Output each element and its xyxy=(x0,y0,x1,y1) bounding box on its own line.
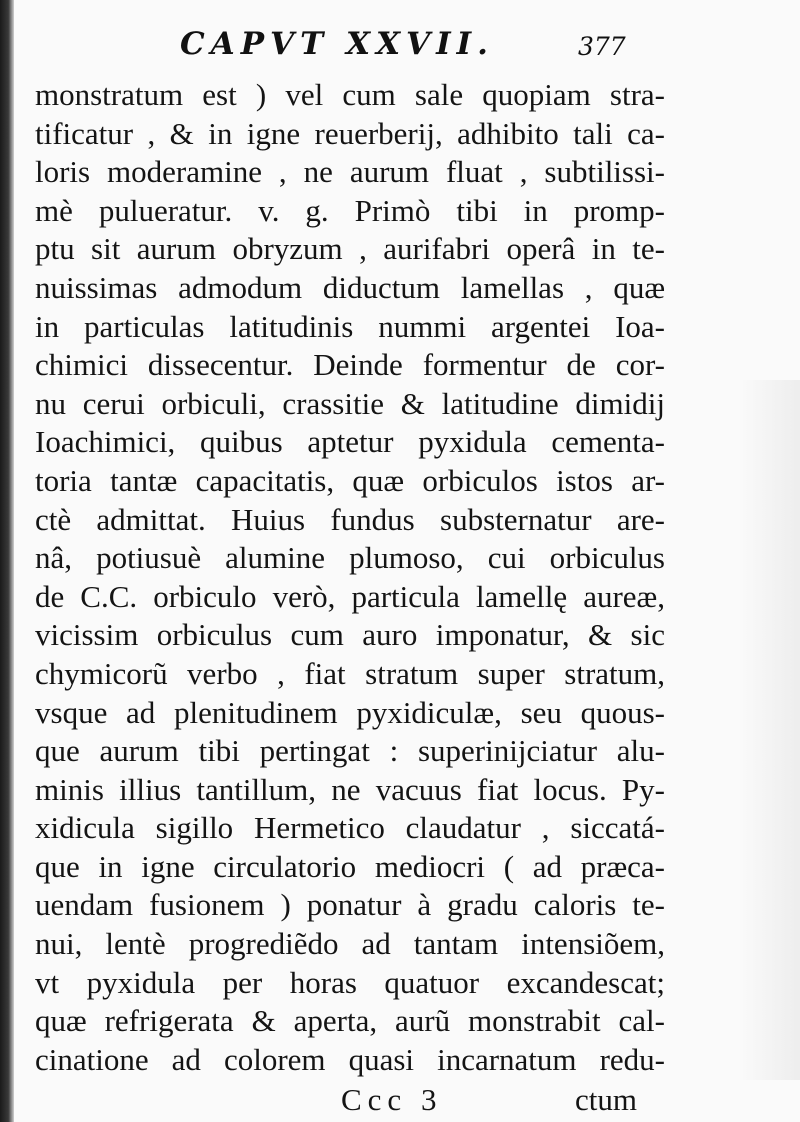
signature-mark: Ccc 3 xyxy=(341,1082,443,1117)
text-line: uendam fusionem ) ponatur à gradu caloris te- xyxy=(35,887,665,923)
text-line: cinatione ad colorem quasi incarnatum redu- xyxy=(35,1041,665,1077)
text-line: chimici dissecentur. Deinde formentur de cor- xyxy=(35,347,665,383)
text-line: que aurum tibi pertingat : superinijciatur alu- xyxy=(35,733,665,769)
body-text xyxy=(35,76,665,1079)
margin-bleed-through xyxy=(740,380,800,1080)
text-line: nu cerui orbiculi, crassitie & latitudine dimidij xyxy=(35,385,665,421)
text-line: monstratum est ) vel cum sale quopiam stra- xyxy=(35,77,665,112)
text-line: ctè admittat. Huius fundus substernatur are- xyxy=(35,501,665,537)
text-line: ptu sit aurum obryzum , aurifabri operâ in te- xyxy=(35,231,665,267)
text-line: in particulas latitudinis nummi argentei Ioa- xyxy=(35,308,665,344)
text-line: de C.C. orbiculo verò, particula lamellę aureæ, xyxy=(35,578,665,614)
text-line: vsque ad plenitudinem pyxidiculæ, seu quous- xyxy=(35,694,665,730)
text-line: mè pulueratur. v. g. Primò tibi in promp- xyxy=(35,192,665,228)
text-line: toria tantæ capacitatis, quæ orbiculos istos ar- xyxy=(35,462,665,498)
chapter-title: CAPVT XXVII. xyxy=(180,26,494,62)
text-line: nui, lentè progrediẽdo ad tantam intensiõem, xyxy=(35,926,665,962)
text-line: vicissim orbiculus cum auro imponatur, & sic xyxy=(35,617,665,653)
running-head xyxy=(0,22,800,68)
text-line: nâ, potiusuè alumine plumoso, cui orbiculus xyxy=(35,540,665,576)
text-line: que in igne circulatorio mediocri ( ad præca- xyxy=(35,848,665,884)
page-footer xyxy=(35,1082,665,1120)
text-line: nuissimas admodum diductum lamellas , quæ xyxy=(35,269,665,305)
text-line: tificatur , & in igne reuerberij, adhibito tali ca- xyxy=(35,115,665,151)
text-line: minis illius tantillum, ne vacuus fiat locus. Py- xyxy=(35,771,665,807)
text-line: xidicula sigillo Hermetico claudatur , siccatá- xyxy=(35,810,665,846)
text-line: Ioachimici, quibus aptetur pyxidula cementa- xyxy=(35,424,665,460)
text-line: quæ refrigerata & aperta, aurũ monstrabit cal- xyxy=(35,1003,665,1039)
text-line: loris moderamine , ne aurum fluat , subtilissi- xyxy=(35,154,665,190)
text-line: chymicorũ verbo , fiat stratum super stratum, xyxy=(35,655,665,691)
catchword: ctum xyxy=(575,1082,637,1117)
page-number: 377 xyxy=(578,32,626,61)
page-edge-shadow xyxy=(0,0,14,1122)
text-line: vt pyxidula per horas quatuor excandescat; xyxy=(35,964,665,1000)
